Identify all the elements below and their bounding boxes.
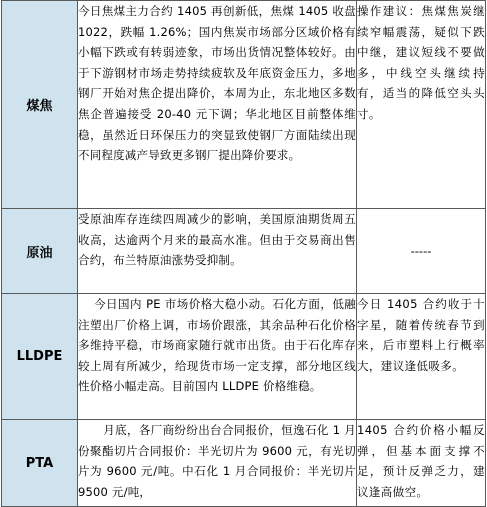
- table-row-crude-oil: [2, 209, 486, 294]
- table-row-coal-coke: [2, 1, 486, 209]
- advice-lldpe: 今日 1405 合约收于十字星，随着传统春节到来，后市塑料上行概率大，建议逢低吸多。: [357, 294, 486, 420]
- table-row-pta: [2, 420, 486, 507]
- row-label-lldpe: LLDPE: [2, 294, 78, 420]
- analysis-coal-coke: 今日焦煤主力合约 1405 再创新低，焦煤 1405 收盘 1022，跌幅 1.26%；国内焦炭市场部分区域价格有小幅下跌或有转弱迹象，市场出货情况整体较好。由于下游钢材市场走势持续疲软及年底资金压力，多地钢厂开始对焦企提出降价，本周为止，东北地区多数焦企普遍接受 20-40 元下调；华北地区目前整体维稳，虽然近日环保压力的突显致使钢厂方面陆续出现不同程度减产导致更多钢厂提出降价要求。: [78, 1, 357, 209]
- analysis-crude-oil: 受原油库存连续四周减少的影响，美国原油期货周五收高，达逾两个月来的最高水准。但由于交易商出售合约，布兰特原油涨势受抑制。: [78, 209, 357, 294]
- table-row-lldpe: [2, 294, 486, 420]
- advice-crude-oil: -----: [357, 209, 486, 294]
- commodity-report-table: [1, 0, 486, 507]
- row-label-coal-coke: 煤焦: [2, 1, 78, 209]
- analysis-pta: 月底，各厂商纷纷出台合同报价，恒逸石化 1 月份聚酯切片合同报价：半光切片为 9600 元，有光切片为 9600 元/吨。中石化 1 月合同报价：半光切片 9500 元/吨，: [78, 420, 357, 507]
- row-label-pta: PTA: [2, 420, 78, 507]
- advice-coal-coke: 操作建议：焦煤焦炭继续窄幅震荡，疑似下跌中继，建议短线不要做多，中线空头继续持有，适当的降低空头头寸。: [357, 1, 486, 209]
- advice-pta: 1405 合约价格小幅反弹，但基本面支撑不足，预计反弹乏力，建议逢高做空。: [357, 420, 486, 507]
- analysis-lldpe: 今日国内 PE 市场价格大稳小动。石化方面，低融注塑出厂价格上调，市场价跟涨，其余品种石化价格多维持平稳，市场商家随行就市出货。由于石化库存较上周有所减少，给现货市场一定支撑，部分地区线性价格小幅走高。目前国内 LLDPE 价格维稳。: [78, 294, 357, 420]
- row-label-crude-oil: 原油: [2, 209, 78, 294]
